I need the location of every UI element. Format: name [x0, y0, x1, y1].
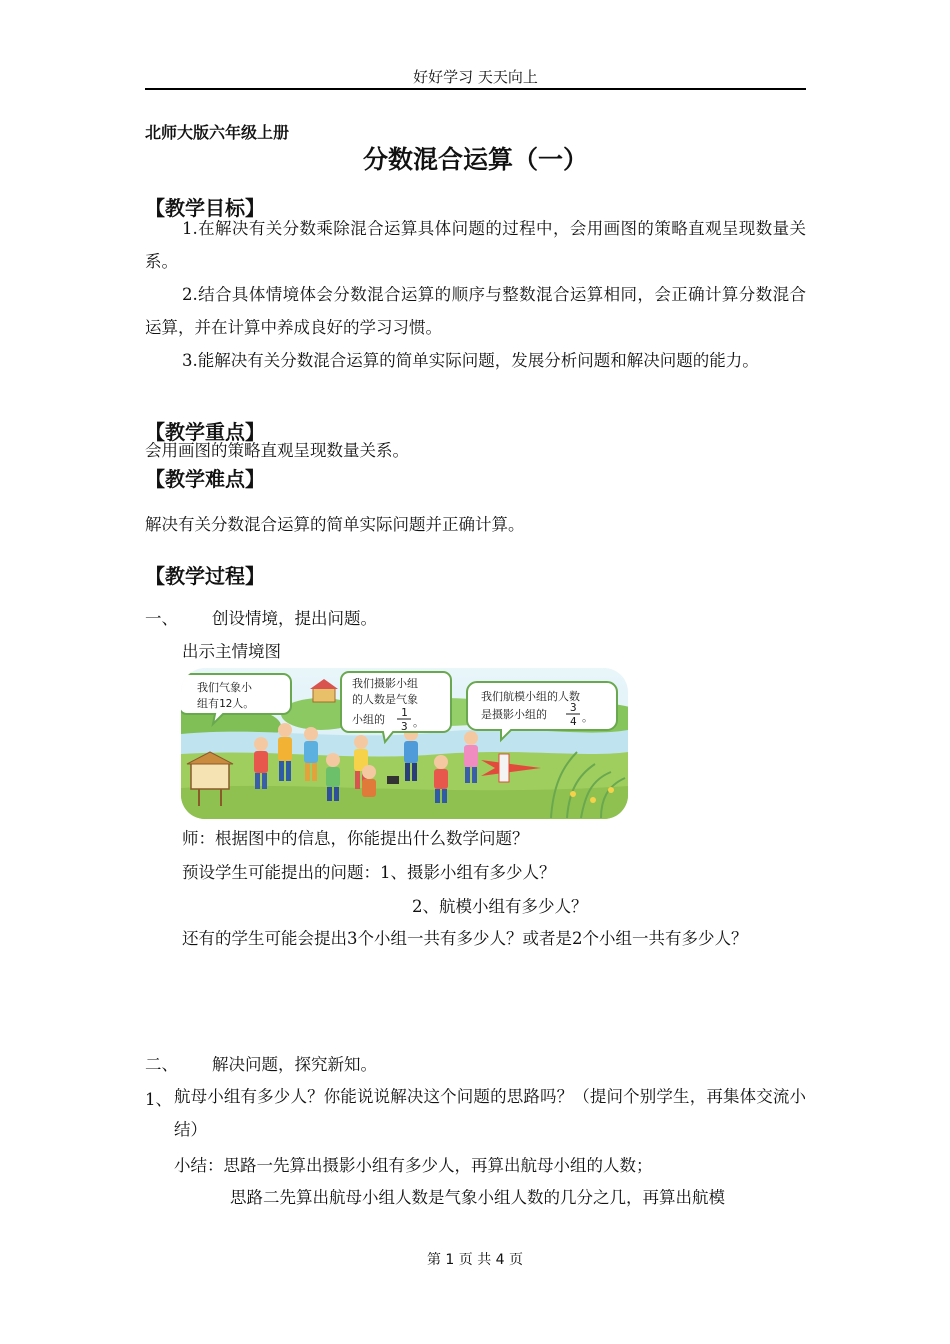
summary-line-1: 小结：思路一先算出摄影小组有多少人，再算出航母小组的人数；	[174, 1156, 653, 1175]
question1-number: 1、	[145, 1090, 172, 1109]
more-questions: 还有的学生可能会提出3个小组一共有多少人？或者是2个小组一共有多少人？	[182, 929, 748, 948]
bubble1-line2: 组有12人。	[197, 697, 255, 710]
scene-illustration	[181, 668, 628, 819]
speech-bubble-photo	[341, 672, 451, 742]
section1-number: 一、	[145, 609, 178, 628]
bubble2-line3: 小组的	[352, 713, 385, 726]
bubble3-frac-den: 4	[570, 715, 577, 728]
difficulty-heading: 【教学难点】	[145, 467, 265, 491]
header-rule	[145, 88, 806, 90]
section1-title: 创设情境，提出问题。	[212, 609, 377, 628]
bubble2-frac-den: 3	[401, 720, 408, 733]
bubble2-line1: 我们摄影小组	[352, 677, 418, 690]
keypoint-heading: 【教学重点】	[145, 420, 265, 444]
summary-line-2: 思路二先算出航母小组人数是气象小组人数的几分之几，再算出航模	[230, 1188, 725, 1207]
bubble2-line2: 的人数是气象	[352, 693, 418, 706]
objectives-heading: 【教学目标】	[145, 196, 265, 220]
section2-number: 二、	[145, 1055, 178, 1074]
process-heading: 【教学过程】	[145, 564, 265, 588]
bubble2-frac-num: 1	[401, 706, 408, 719]
preset-question-1: 预设学生可能提出的问题：1、摄影小组有多少人？	[182, 863, 556, 882]
page-footer: 第 1 页 共 4 页	[426, 1252, 524, 1268]
grade-label: 北师大版六年级上册	[145, 123, 290, 142]
bubble1-line1: 我们气象小	[197, 681, 252, 694]
scene-caption: 出示主情境图	[182, 642, 281, 661]
difficulty-text: 解决有关分数混合运算的简单实际问题并正确计算。	[145, 515, 525, 534]
preset-question-2: 2、航模小组有多少人？	[412, 897, 588, 916]
bubble3-line2: 是摄影小组的	[481, 708, 547, 721]
objective-item-1: 1.在解决有关分数乘除混合运算具体问题的过程中，会用画图的策略直观呈现数量关系。	[145, 219, 806, 271]
objective-item-3: 3.能解决有关分数混合运算的简单实际问题，发展分析问题和解决问题的能力。	[182, 351, 759, 370]
page-header: 好好学习 天天向上	[413, 68, 538, 86]
question1-text: 航母小组有多少人？你能说说解决这个问题的思路吗？（提问个别学生，再集体交流小结）	[174, 1087, 806, 1139]
bubble3-line1: 我们航模小组的人数	[481, 690, 580, 703]
section2-title: 解决问题，探究新知。	[212, 1055, 377, 1074]
bubble2-frac-tail: 。	[413, 716, 424, 729]
bubble3-frac-num: 3	[570, 701, 577, 714]
teacher-question: 师：根据图中的信息，你能提出什么数学问题？	[182, 829, 529, 848]
keypoint-text: 会用画图的策略直观呈现数量关系。	[145, 441, 409, 460]
bubble3-frac-tail: 。	[582, 711, 593, 724]
page-title: 分数混合运算（一）	[362, 145, 588, 174]
objective-item-2: 2.结合具体情境体会分数混合运算的顺序与整数混合运算相同，会正确计算分数混合运算，并在计算中养成良好的学习习惯。	[145, 285, 806, 337]
